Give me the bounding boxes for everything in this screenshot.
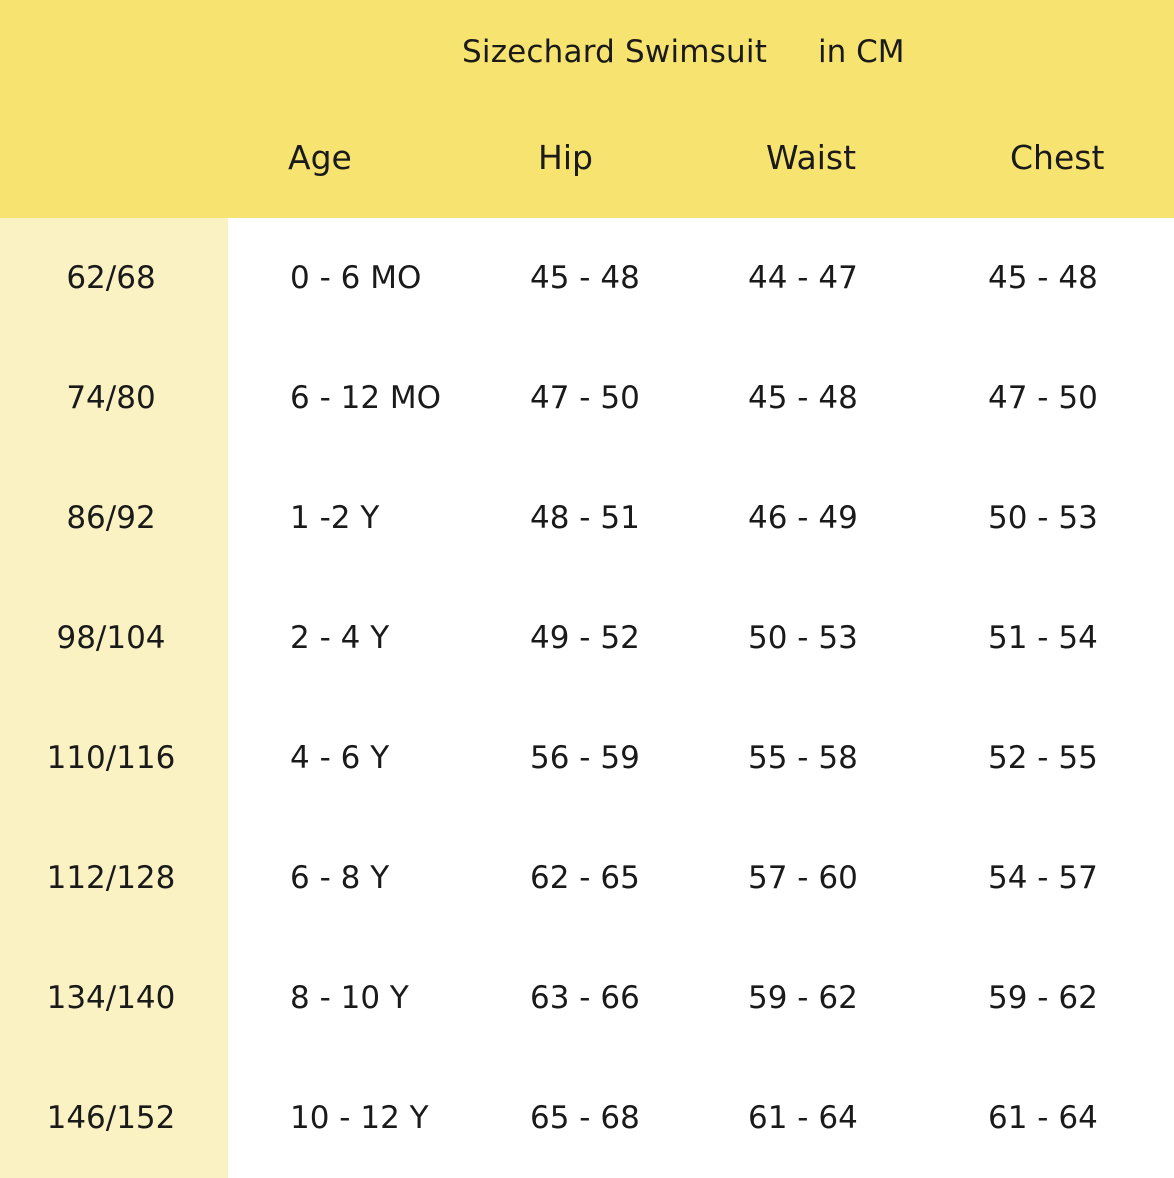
cell-chest: 51 - 54 — [988, 620, 1098, 656]
cell-hip: 49 - 52 — [530, 620, 640, 656]
column-header-age: Age — [288, 138, 352, 177]
cell-waist: 50 - 53 — [748, 620, 858, 656]
cell-size: 86/92 — [66, 500, 156, 536]
cell-hip: 63 - 66 — [530, 980, 640, 1016]
cell-age: 6 - 12 MO — [290, 380, 442, 416]
cell-age: 2 - 4 Y — [290, 620, 390, 656]
cell-size: 112/128 — [46, 860, 176, 896]
cell-hip: 65 - 68 — [530, 1100, 640, 1136]
table-row — [0, 218, 1174, 338]
cell-age: 8 - 10 Y — [290, 980, 409, 1016]
cell-waist: 45 - 48 — [748, 380, 858, 416]
cell-waist: 61 - 64 — [748, 1100, 858, 1136]
cell-chest: 50 - 53 — [988, 500, 1098, 536]
table-row — [0, 938, 1174, 1058]
cell-hip: 47 - 50 — [530, 380, 640, 416]
table-row — [0, 818, 1174, 938]
table-row — [0, 578, 1174, 698]
cell-waist: 55 - 58 — [748, 740, 858, 776]
chart-body — [0, 218, 1174, 1178]
cell-hip: 56 - 59 — [530, 740, 640, 776]
cell-age: 0 - 6 MO — [290, 260, 422, 296]
table-row — [0, 698, 1174, 818]
cell-size: 146/152 — [46, 1100, 176, 1136]
cell-chest: 45 - 48 — [988, 260, 1098, 296]
cell-size: 62/68 — [66, 260, 156, 296]
page-title: Sizechard Swimsuit — [462, 34, 768, 70]
cell-chest: 47 - 50 — [988, 380, 1098, 416]
cell-hip: 48 - 51 — [530, 500, 640, 536]
column-header-waist: Waist — [766, 138, 857, 177]
unit-label: in CM — [818, 34, 905, 70]
chart-header — [0, 0, 1174, 218]
cell-size: 110/116 — [46, 740, 176, 776]
cell-waist: 57 - 60 — [748, 860, 858, 896]
column-header-chest: Chest — [1010, 138, 1105, 177]
cell-age: 1 -2 Y — [290, 500, 380, 536]
cell-waist: 46 - 49 — [748, 500, 858, 536]
cell-chest: 61 - 64 — [988, 1100, 1098, 1136]
cell-waist: 44 - 47 — [748, 260, 858, 296]
cell-hip: 62 - 65 — [530, 860, 640, 896]
table-row — [0, 458, 1174, 578]
cell-waist: 59 - 62 — [748, 980, 858, 1016]
cell-age: 10 - 12 Y — [290, 1100, 429, 1136]
column-header-hip: Hip — [538, 138, 593, 177]
table-row — [0, 338, 1174, 458]
cell-size: 134/140 — [46, 980, 176, 1016]
cell-size: 74/80 — [66, 380, 156, 416]
cell-chest: 59 - 62 — [988, 980, 1098, 1016]
cell-size: 98/104 — [56, 620, 166, 656]
table-rows — [0, 218, 1174, 1178]
cell-age: 4 - 6 Y — [290, 740, 390, 776]
cell-age: 6 - 8 Y — [290, 860, 390, 896]
cell-chest: 52 - 55 — [988, 740, 1098, 776]
table-row — [0, 1058, 1174, 1178]
cell-chest: 54 - 57 — [988, 860, 1098, 896]
cell-hip: 45 - 48 — [530, 260, 640, 296]
column-header-row — [0, 138, 1174, 198]
